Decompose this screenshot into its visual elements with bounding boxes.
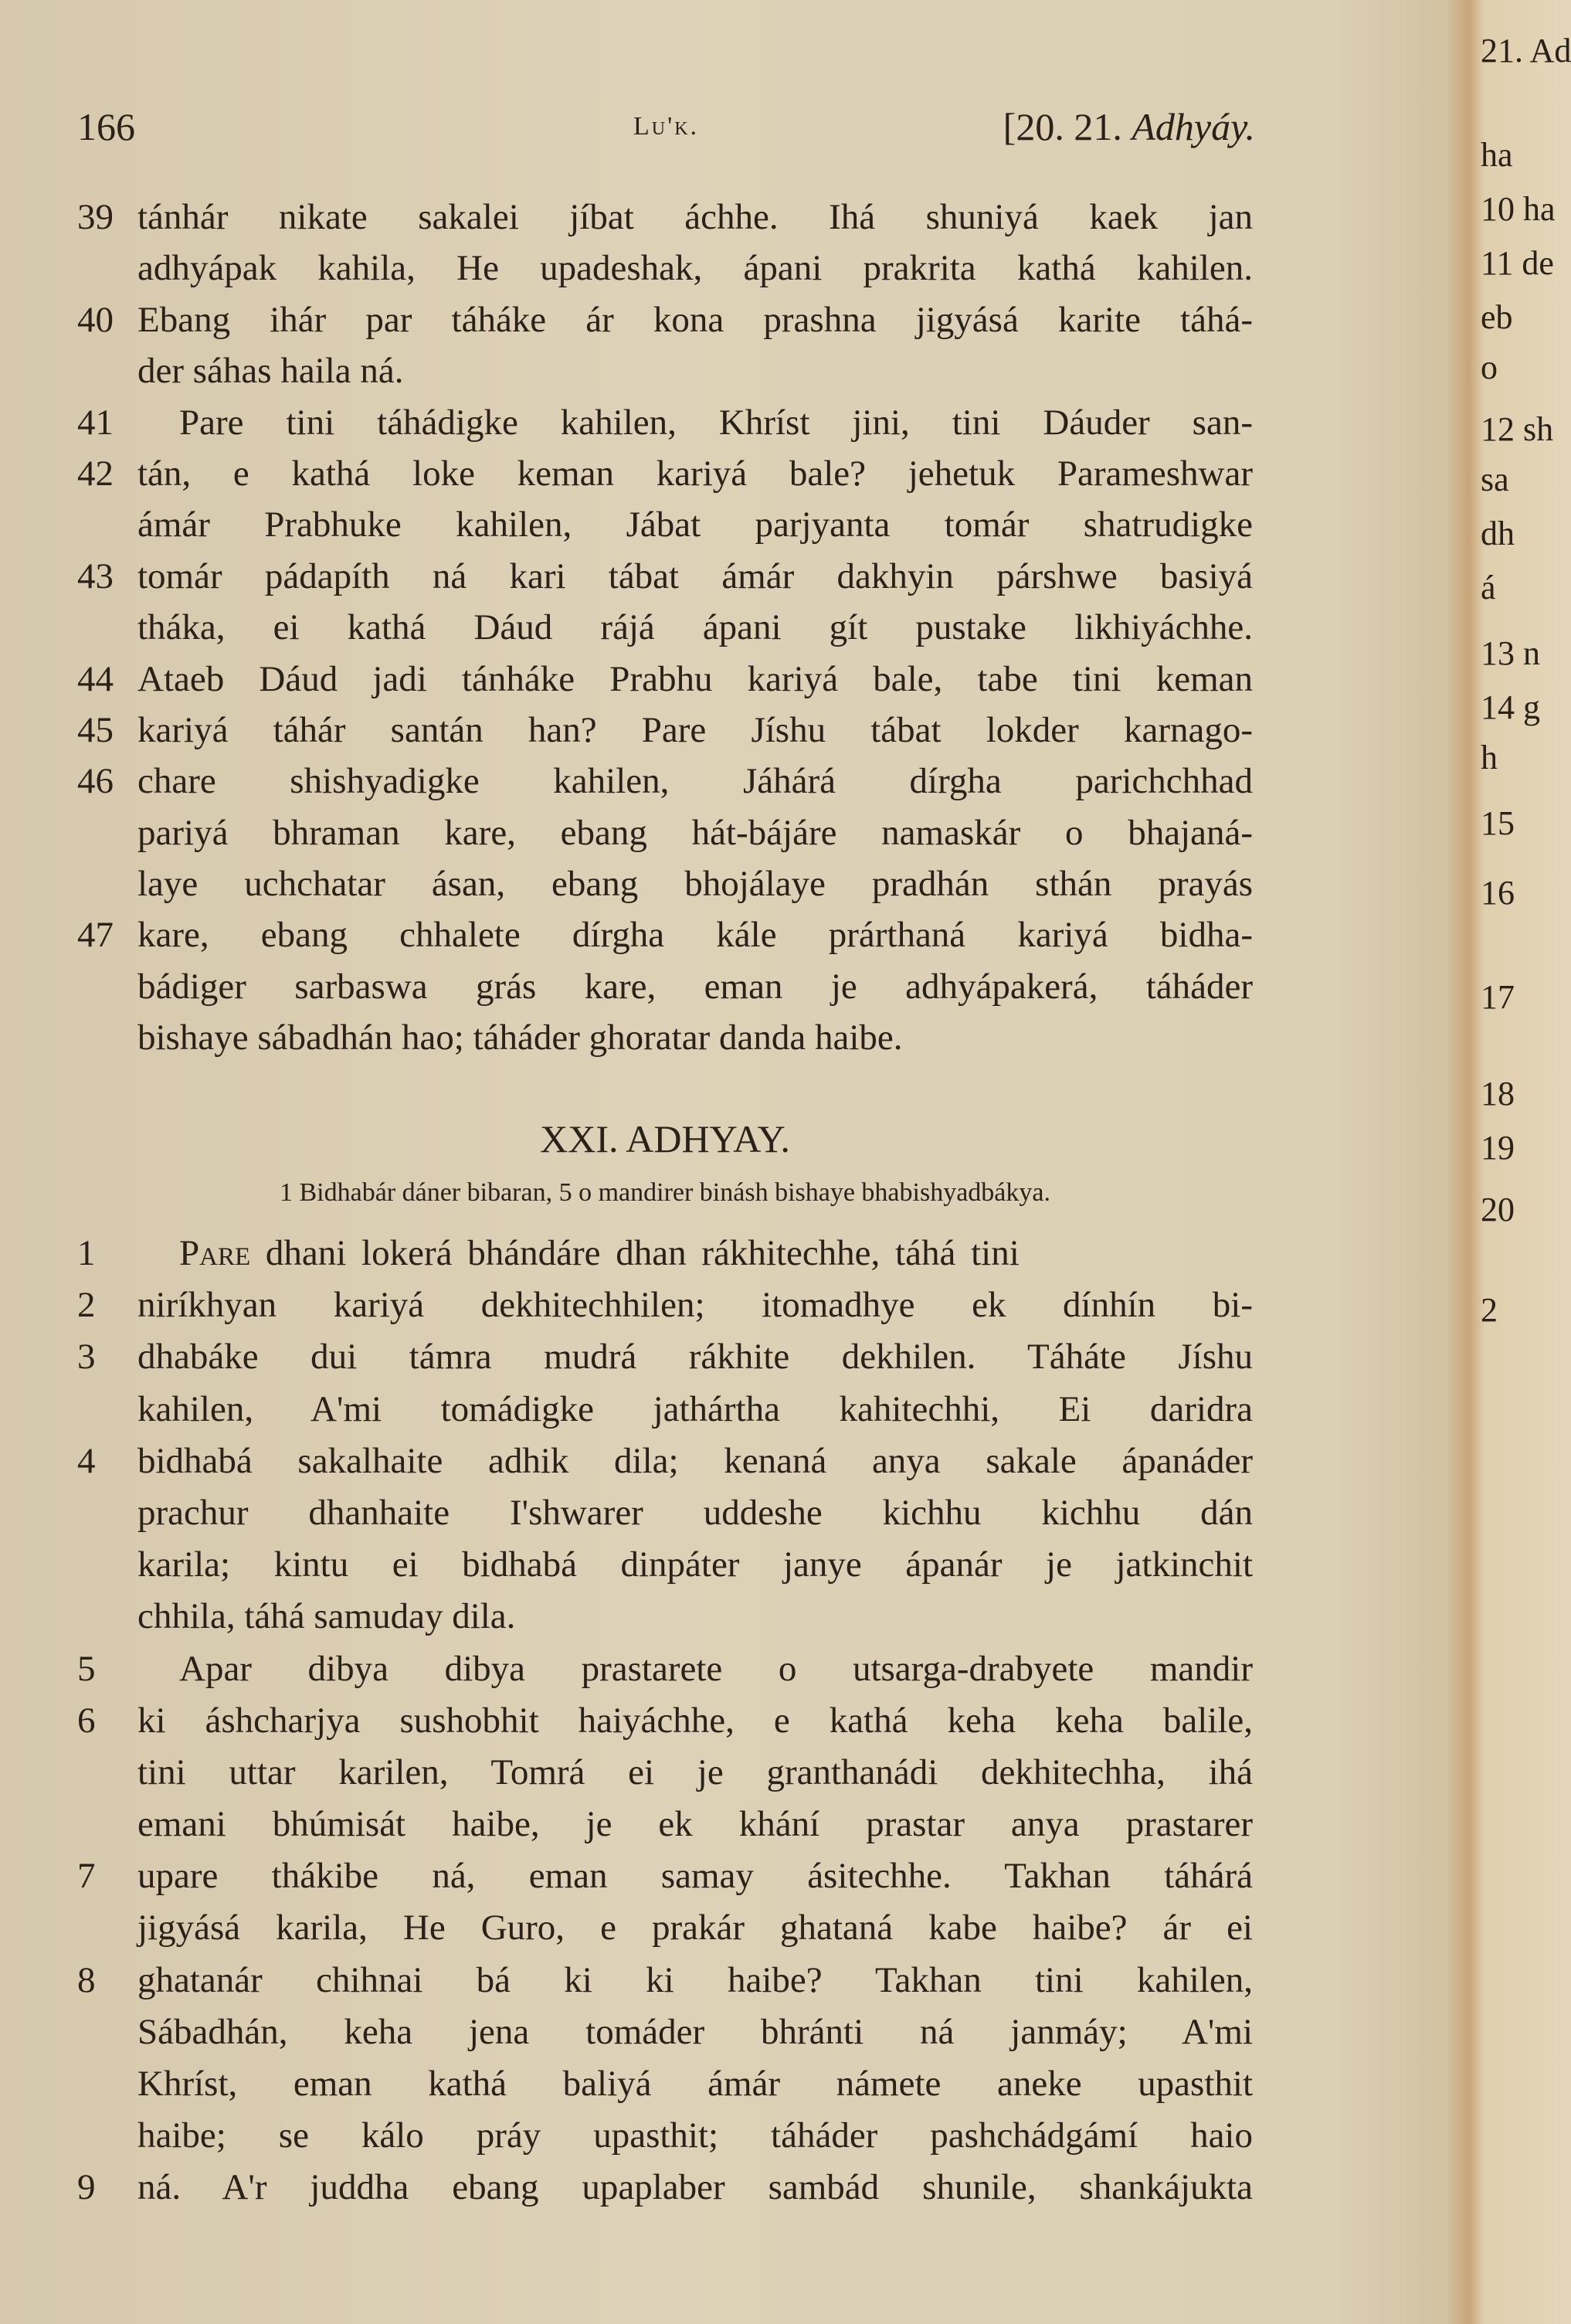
text-line	[77, 1228, 1253, 1279]
facing-page-fragment: 17	[1481, 978, 1515, 1016]
line-text: Khríst, eman kathá baliyá ámár námete aneke upasthit	[137, 2064, 1253, 2104]
line-text: dhabáke dui támra mudrá rákhite dekhilen. Táháte Jíshu	[137, 1337, 1253, 1378]
verse-number: 43	[77, 556, 114, 596]
text-line	[77, 1539, 1253, 1591]
text-line	[77, 1384, 1253, 1436]
line-text: Sábadhán, keha jena tomáder bhránti ná janmáy; A'mi	[137, 2011, 1253, 2052]
text-line	[77, 243, 1253, 294]
line-text: bidhabá sakalhaite adhik dila; kenaná anya sakale ápanáder	[137, 1440, 1253, 1481]
line-text: bádiger sarbaswa grás kare, eman je adhyápakerá, táháder	[137, 966, 1253, 1007]
line-text: niríkhyan kariyá dekhitechhilen; itomadhye ek dínhín bi-	[137, 1285, 1253, 1326]
text-line	[77, 807, 1253, 858]
line-text: kare, ebang chhalete dírgha kále prárthaná kariyá bidha-	[137, 915, 1253, 956]
verse-number: 44	[77, 658, 114, 699]
chapter-reference-word: Adhyáy.	[1132, 105, 1255, 148]
verse-number: 39	[77, 197, 114, 237]
facing-page-fragment: sa	[1481, 460, 1509, 498]
text-line	[77, 448, 1253, 499]
line-text: Ataeb Dáud jadi tánháke Prabhu kariyá bale, tabe tini keman	[137, 658, 1253, 699]
verse-number: 40	[77, 299, 114, 340]
facing-page-fragment: 16	[1481, 874, 1515, 912]
line-text: tháka, ei kathá Dáud rájá ápani gít pustake likhiyáchhe.	[137, 607, 1253, 648]
facing-page-fragment: 2	[1481, 1291, 1498, 1329]
facing-page-fragment: á	[1481, 569, 1496, 606]
text-line	[77, 1955, 1253, 2006]
line-text: bishaye sábadhán hao; táháder ghoratar danda haibe.	[137, 1018, 903, 1058]
line-text: pariyá bhraman kare, ebang hát-bájáre namaskár o bhajaná-	[137, 812, 1253, 853]
facing-page-fragment: ha	[1481, 136, 1513, 174]
line-text: laye uchchatar ásan, ebang bhojálaye pradhán sthán prayás	[137, 864, 1253, 905]
facing-page-fragment: h	[1481, 739, 1498, 776]
line-text: ki áshcharjya sushobhit haiyáchhe, e kathá keha keha balile,	[137, 1700, 1253, 1741]
line-text: kahilen, A'mi tomádigke jathártha kahitechhi, Ei daridra	[137, 1388, 1253, 1429]
text-line	[77, 1012, 1253, 1063]
line-text: prachur dhanhaite I'shwarer uddeshe kichhu kichhu dán	[137, 1492, 1253, 1533]
facing-page-fragment: 12 sh	[1481, 410, 1554, 448]
page-number: 166	[77, 105, 135, 148]
chapter-21-verses	[77, 1228, 1253, 2214]
running-title: Lu'k.	[633, 112, 700, 141]
text-line	[77, 602, 1253, 653]
line-text: tánhár nikate sakalei jíbat áchhe. Ihá shuniyá kaek jan	[137, 197, 1253, 237]
facing-page-fragment: 21. Ad	[1481, 32, 1571, 70]
text-line	[77, 1279, 1253, 1331]
text-line	[77, 2006, 1253, 2058]
text-line	[77, 1643, 1253, 1695]
verse-number: 6	[77, 1700, 96, 1741]
verse-number: 1	[77, 1233, 96, 1273]
line-text: ná. A'r juddha ebang upaplaber sambád shunile, shankájukta	[137, 2167, 1253, 2208]
chapter-summary: 1 Bidhabár dáner bibaran, 5 o mandirer binásh bishaye bhabishyadbákya.	[280, 1178, 1050, 1207]
verse-number: 46	[77, 761, 114, 802]
line-text: chare shishyadigke kahilen, Jáhárá dírgha parichchhad	[137, 761, 1253, 802]
chapter-heading: XXI. ADHYAY.	[540, 1117, 790, 1160]
facing-page-fragment: 15	[1481, 804, 1515, 842]
text-line	[77, 1436, 1253, 1487]
facing-page-fragment: 10 ha	[1481, 190, 1556, 228]
line-text: adhyápak kahila, He upadeshak, ápani prakrita kathá kahilen.	[137, 248, 1253, 289]
line-text: Apar dibya dibya prastarete o utsarga-drabyete mandir	[179, 1648, 1253, 1689]
line-text: ghatanár chihnai bá ki ki haibe? Takhan tini kahilen,	[137, 1959, 1253, 2000]
line-text: karila; kintu ei bidhabá dinpáter janye ápanár je jatkinchit	[137, 1544, 1253, 1585]
facing-page-fragment: 11 de	[1481, 244, 1554, 282]
text-line	[77, 1331, 1253, 1383]
line-text-rest: dhani lokerá bhándáre dhan rákhitechhe, táhá tini	[250, 1233, 1020, 1273]
verse-number: 5	[77, 1648, 96, 1689]
facing-page-fragment: 20	[1481, 1191, 1515, 1228]
line-text: kariyá táhár santán han? Pare Jíshu tábat lokder karnago-	[137, 709, 1253, 750]
text-line	[77, 858, 1253, 909]
text-line	[77, 705, 1253, 756]
line-text	[179, 1228, 1253, 1279]
text-line	[77, 294, 1253, 345]
chapter-20-verses	[77, 192, 1253, 1064]
facing-page-fragment: 19	[1481, 1129, 1515, 1167]
text-line	[77, 961, 1253, 1012]
facing-page-fragment: o	[1481, 348, 1498, 386]
text-line	[77, 1487, 1253, 1539]
line-text: tán, e kathá loke keman kariyá bale? jehetuk Parameshwar	[137, 453, 1253, 494]
verse-number: 7	[77, 1856, 96, 1897]
line-text: tini uttar karilen, Tomrá ei je granthanádi dekhitechha, ihá	[137, 1751, 1253, 1792]
verse-number: 41	[77, 402, 114, 443]
verse-number: 8	[77, 1959, 96, 2000]
text-line	[77, 192, 1253, 243]
line-text: emani bhúmisát haibe, je ek khání prastar anya prastarer	[137, 1804, 1253, 1845]
facing-page-fragment: 18	[1481, 1075, 1515, 1113]
line-text: der sáhas haila ná.	[137, 351, 404, 392]
line-text: upare thákibe ná, eman samay ásitechhe. Takhan táhárá	[137, 1856, 1253, 1897]
line-text: haibe; se kálo práy upasthit; táháder pashchádgámí haio	[137, 2115, 1253, 2156]
line-text: Ebang ihár par táháke ár kona prashna jigyásá karite táhá-	[137, 299, 1253, 340]
text-line	[77, 1902, 1253, 1954]
facing-page-fragment: 14 g	[1481, 688, 1540, 726]
text-line	[77, 2162, 1253, 2214]
verse-number: 3	[77, 1337, 96, 1378]
text-line	[77, 756, 1253, 807]
verse-number: 2	[77, 1285, 96, 1326]
verse-number: 42	[77, 453, 114, 494]
text-line	[77, 499, 1253, 550]
chapter-reference-numbers: [20. 21.	[1003, 105, 1132, 148]
verse-number: 9	[77, 2167, 96, 2208]
line-text: ámár Prabhuke kahilen, Jábat parjyanta tomár shatrudigke	[137, 505, 1253, 545]
small-caps-lead: Pare	[179, 1233, 251, 1273]
text-line	[77, 397, 1253, 448]
text-line	[77, 1695, 1253, 1747]
text-line	[77, 654, 1253, 705]
line-text: jigyásá karila, He Guro, e prakár ghataná kabe haibe? ár ei	[137, 1908, 1253, 1949]
line-text: Pare tini táhádigke kahilen, Khríst jini, tini Dáuder san-	[179, 402, 1253, 443]
line-text: chhila, táhá samuday dila.	[137, 1596, 516, 1637]
text-line	[77, 2058, 1253, 2110]
text-line	[77, 1850, 1253, 1902]
text-line	[77, 1591, 1253, 1643]
facing-page-fragment: 13 n	[1481, 634, 1540, 672]
verse-number: 47	[77, 915, 114, 956]
page-header	[77, 104, 1255, 158]
facing-page-fragment: eb	[1481, 298, 1513, 336]
facing-page-fragment: dh	[1481, 515, 1515, 552]
text-line	[77, 551, 1253, 602]
text-line	[77, 2110, 1253, 2162]
verse-number: 4	[77, 1440, 96, 1481]
verse-number: 45	[77, 709, 114, 750]
text-line	[77, 1799, 1253, 1850]
facing-page-edge	[1471, 0, 1571, 2324]
text-line	[77, 345, 1253, 396]
text-line	[77, 909, 1253, 960]
chapter-reference	[1003, 104, 1255, 149]
text-line	[77, 1747, 1253, 1799]
line-text: tomár pádapíth ná kari tábat ámár dakhyin párshwe basiyá	[137, 556, 1253, 596]
